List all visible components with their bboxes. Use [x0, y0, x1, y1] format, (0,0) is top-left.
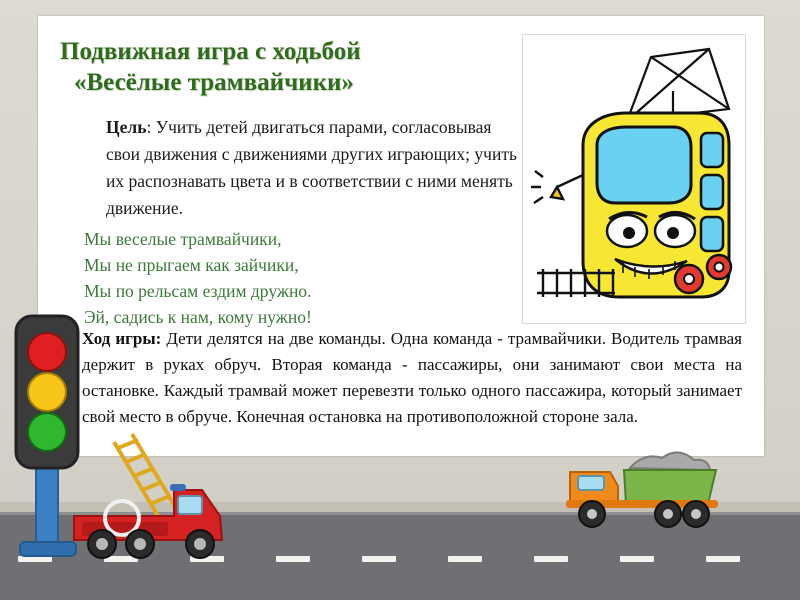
- cartoon-tram-icon: [523, 35, 745, 323]
- lane-dash: [276, 556, 310, 562]
- goal-paragraph: [106, 114, 526, 222]
- rules-text: Дети делятся на две команды. Одна команда - трамвайчики. Водитель трамвая держит в руках обруч. Вторая команда - пассажиры, они занимают свои места на остановке. Каждый трамвай может перевезти только одного пассажира, который занимает свой место в обруче. Конечная остановка на противоположной стороне зала.: [82, 329, 742, 426]
- verse-line: Мы по рельсам ездим дружно.: [84, 281, 312, 301]
- fire-truck-icon: [62, 430, 242, 580]
- goal-label: Цель: [106, 117, 147, 137]
- verse-line: Мы веселые трамвайчики,: [84, 229, 282, 249]
- content-card: [38, 16, 764, 456]
- verse-line: Эй, садись к нам, кому нужно!: [84, 307, 312, 327]
- verse-block: [84, 226, 504, 330]
- dump-truck-icon: [556, 438, 736, 538]
- title-line-1: Подвижная игра с ходьбой: [60, 38, 361, 65]
- fire-truck: [62, 430, 242, 580]
- rules-label: Ход игры:: [82, 329, 162, 348]
- lane-dash: [534, 556, 568, 562]
- lane-dash: [620, 556, 654, 562]
- lane-dash: [362, 556, 396, 562]
- dump-truck: [556, 438, 736, 538]
- verse-line: Мы не прыгаем как зайчики,: [84, 255, 299, 275]
- lane-dash: [448, 556, 482, 562]
- page-title: [60, 36, 510, 98]
- rules-paragraph: [82, 326, 742, 430]
- lane-dash: [706, 556, 740, 562]
- tram-illustration: [522, 34, 746, 324]
- goal-text: : Учить детей двигаться парами, согласовывая свои движения с движениями других играющих; учить их распознавать цвета и в соответствии с ними менять движение.: [106, 117, 517, 218]
- title-line-2: «Весёлые трамвайчики»: [74, 69, 354, 96]
